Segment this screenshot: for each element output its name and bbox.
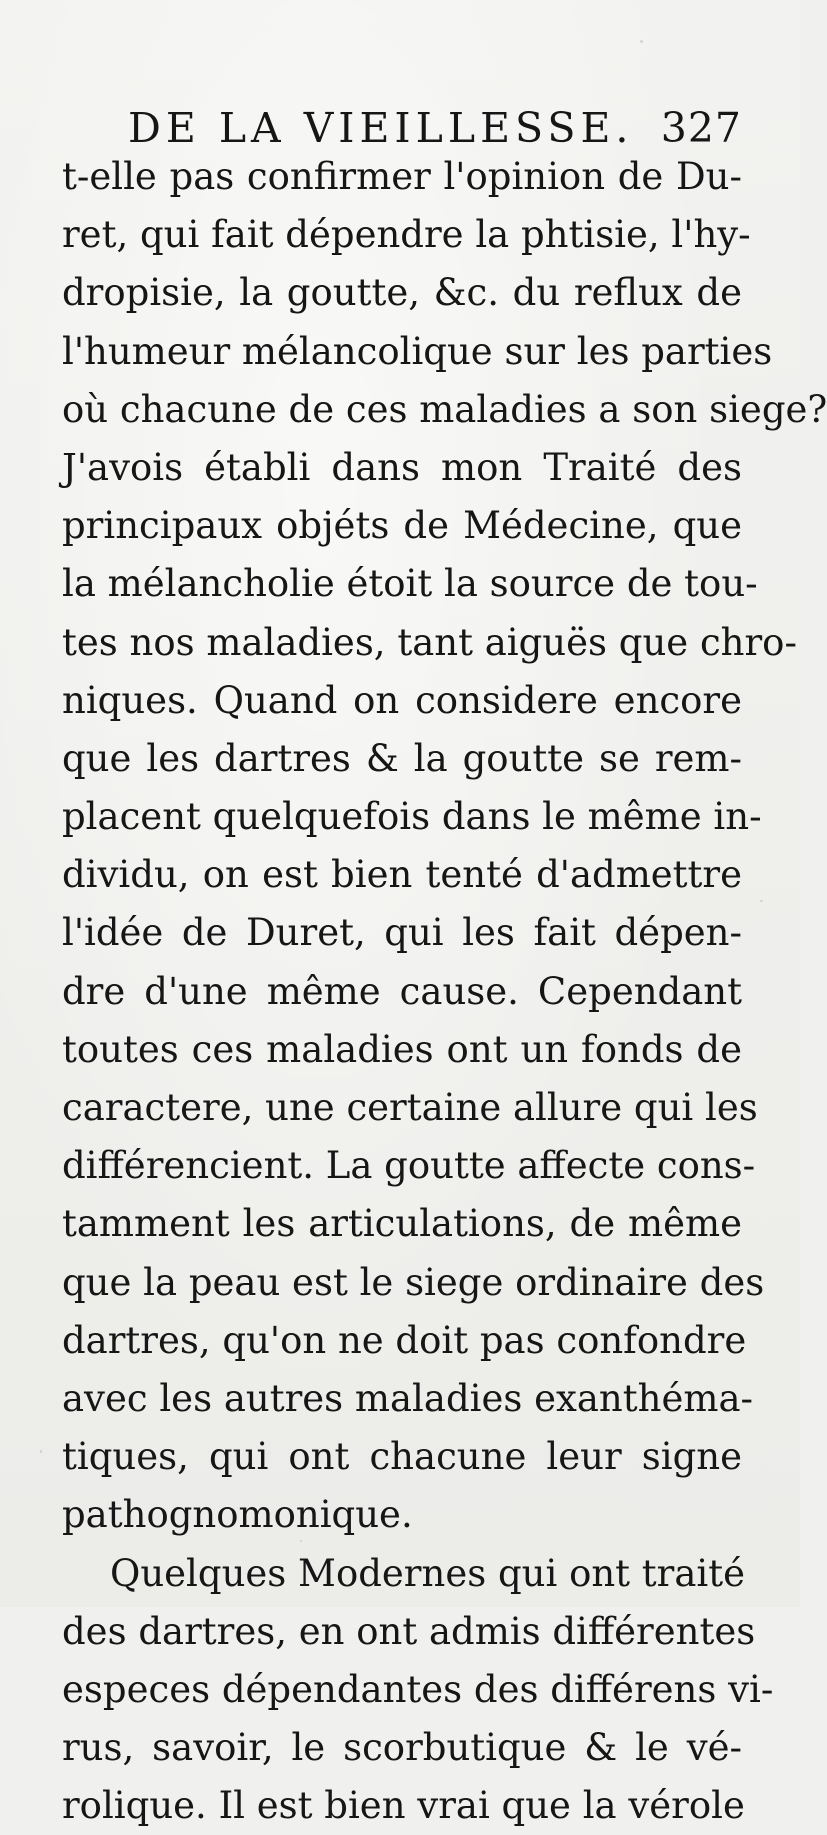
text-line: dropisie, la goutte, &c. du reflux de bbox=[62, 271, 742, 315]
text-line: pathognomonique. bbox=[62, 1493, 413, 1537]
text-line: l'idée de Duret, qui les fait dépen- bbox=[62, 911, 742, 955]
text-line: tiques, qui ont chacune leur signe bbox=[62, 1435, 742, 1479]
text-line: tes nos maladies, tant aiguës que chro- bbox=[62, 620, 797, 664]
text-line: principaux objéts de Médecine, que bbox=[62, 504, 742, 548]
page-number: 327 bbox=[660, 104, 742, 152]
text-line: tamment les articulations, de même bbox=[62, 1202, 742, 1246]
text-line: la mélancholie étoit la source de tou- bbox=[62, 562, 758, 606]
text-line: avec les autres maladies exanthéma- bbox=[62, 1376, 754, 1420]
text-line: J'avois établi dans mon Traité des bbox=[62, 445, 742, 489]
text-line: toutes ces maladies ont un fonds de bbox=[62, 1027, 742, 1071]
text-line: t-elle pas confirmer l'opinion de Du- bbox=[62, 155, 742, 198]
text-line: rus, savoir, le scorbutique & le vé- bbox=[62, 1726, 742, 1770]
text-line: placent quelquefois dans le même in- bbox=[62, 795, 762, 839]
text-line: différencient. La goutte affecte cons- bbox=[62, 1144, 756, 1188]
text-line: especes dépendantes des différens vi- bbox=[62, 1667, 774, 1711]
text-line: niques. Quand on considere encore bbox=[62, 678, 742, 722]
running-head-title: DE LA VIEILLESSE. bbox=[128, 104, 634, 152]
body-text bbox=[62, 148, 827, 1835]
text-line: rolique. Il est bien vrai que la vérole bbox=[62, 1784, 745, 1828]
text-line: l'humeur mélancolique sur les parties bbox=[62, 329, 773, 373]
text-line: où chacune de ces maladies a son siege? bbox=[62, 387, 827, 431]
text-line: que les dartres & la goutte se rem- bbox=[62, 736, 742, 780]
paper-speck bbox=[640, 40, 643, 43]
text-line: ret, qui fait dépendre la phtisie, l'hy- bbox=[62, 213, 751, 257]
text-line: dre d'une même cause. Cependant bbox=[62, 969, 742, 1013]
text-line: dividu, on est bien tenté d'admettre bbox=[62, 853, 742, 897]
text-line: caractere, une certaine allure qui les bbox=[62, 1086, 758, 1129]
text-line: dartres, qu'on ne doit pas confondre bbox=[62, 1318, 747, 1362]
text-line: des dartres, en ont admis différentes bbox=[62, 1609, 756, 1653]
paper-speck bbox=[760, 900, 763, 902]
paper-speck bbox=[40, 1450, 42, 1453]
running-head bbox=[128, 104, 742, 154]
text-line: Quelques Modernes qui ont traité bbox=[110, 1551, 746, 1595]
text-line: que la peau est le siege ordinaire des bbox=[62, 1260, 765, 1304]
